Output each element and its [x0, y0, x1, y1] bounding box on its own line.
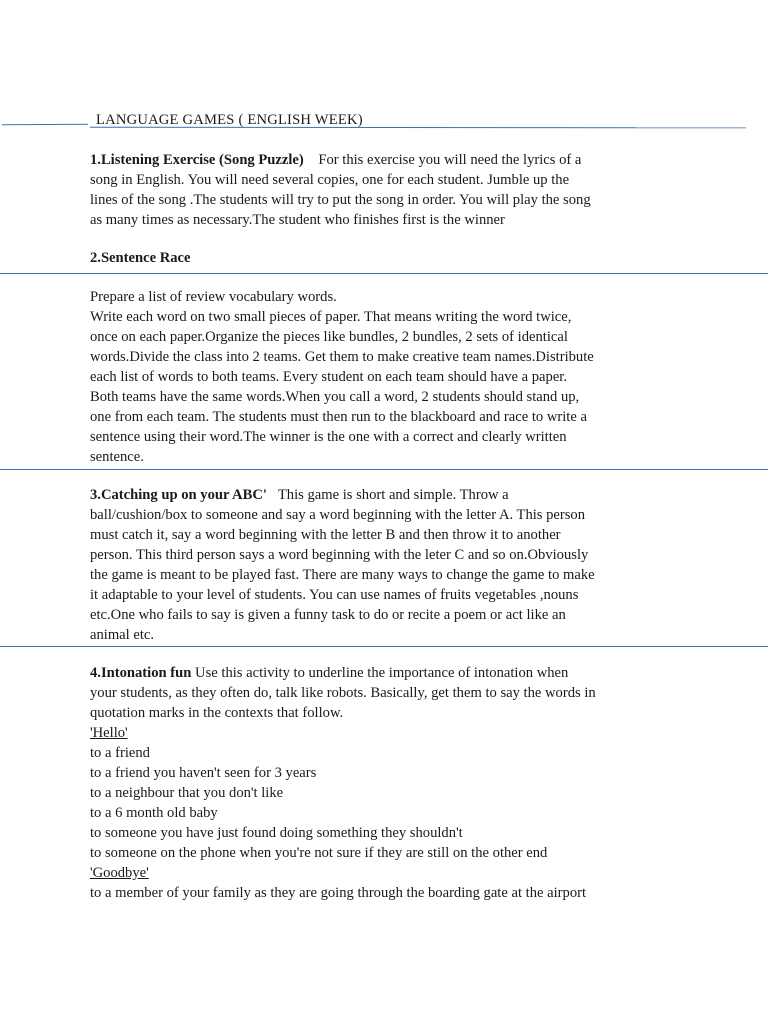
section-sentence-race: [90, 248, 690, 268]
list-item: to a neighbour that you don't like: [90, 785, 284, 801]
text-line: This game is short and simple. Throw a: [277, 487, 509, 503]
text-line: Use this activity to underline the importance of intonation when: [195, 665, 569, 681]
text-line: person. This third person says a word beginning with the leter C and so on.Obviously: [90, 547, 589, 563]
list-item: to a member of your family as they are going through the boarding gate at the airport: [90, 885, 587, 901]
section-listening-exercise: [90, 150, 690, 230]
text-line: must catch it, say a word beginning with the letter B and then throw it to another: [90, 527, 561, 543]
list-item: to a friend: [90, 745, 150, 761]
horizontal-rule: [2, 124, 88, 125]
list-item: to a friend you haven't seen for 3 years: [90, 765, 317, 781]
list-item: to someone on the phone when you're not sure if they are still on the other end: [90, 845, 548, 861]
text-line: sentence.: [90, 449, 144, 465]
text-line: each list of words to both teams. Every student on each team should have a paper.: [90, 369, 567, 385]
text-line: Both teams have the same words.When you call a word, 2 students should stand up,: [90, 389, 580, 405]
quoted-word-hello: [90, 723, 690, 743]
section-heading: 4.Intonation fun: [90, 665, 192, 681]
document-title: LANGUAGE GAMES ( ENGLISH WEEK): [96, 112, 363, 128]
quoted-word-goodbye: [90, 863, 690, 883]
paragraph-line: [90, 485, 690, 505]
text-line: lines of the song .The students will try to put the song in order. You will play the song: [90, 192, 591, 208]
text-line: animal etc.: [90, 627, 155, 643]
horizontal-rule: [0, 469, 768, 470]
text-line: ball/cushion/box to someone and say a word beginning with the letter A. This person: [90, 507, 586, 523]
paragraph-line: [90, 663, 690, 683]
text-line: one from each team. The students must then run to the blackboard and race to write a: [90, 409, 587, 425]
section-heading: 3.Catching up on your ABC': [90, 487, 267, 503]
text-line: your students, as they often do, talk like robots. Basically, get them to say the words in: [90, 685, 596, 701]
text-line: Prepare a list of review vocabulary words.: [90, 289, 337, 305]
text-line: the game is meant to be played fast. There are many ways to change the game to make: [90, 567, 595, 583]
text-line: it adaptable to your level of students. You can use names of fruits vegetables ,nouns: [90, 587, 579, 603]
text-line: quotation marks in the contexts that follow.: [90, 705, 344, 721]
text-line: Write each word on two small pieces of paper. That means writing the word twice,: [90, 309, 572, 325]
section-catching-up-abc: [90, 485, 690, 645]
horizontal-rule: [0, 646, 768, 647]
section-sentence-race-body: [90, 287, 690, 467]
quoted-word: 'Hello': [90, 725, 128, 741]
paragraph-line: [90, 150, 690, 170]
horizontal-rule: [0, 273, 768, 274]
text-line: song in English. You will need several copies, one for each student. Jumble up the: [90, 172, 570, 188]
quoted-word: 'Goodbye': [90, 865, 149, 881]
text-line: words.Divide the class into 2 teams. Get them to make creative team names.Distribute: [90, 349, 594, 365]
text-line: as many times as necessary.The student who finishes first is the winner: [90, 212, 505, 228]
section-heading: 1.Listening Exercise (Song Puzzle): [90, 152, 304, 168]
list-item: to a 6 month old baby: [90, 805, 218, 821]
text-line: sentence using their word.The winner is the one with a correct and clearly written: [90, 429, 567, 445]
list-item: to someone you have just found doing something they shouldn't: [90, 825, 463, 841]
section-heading: 2.Sentence Race: [90, 250, 191, 266]
text-line: etc.One who fails to say is given a funny task to do or recite a poem or act like an: [90, 607, 566, 623]
text-line: once on each paper.Organize the pieces like bundles, 2 bundles, 2 sets of identical: [90, 329, 568, 345]
text-line: For this exercise you will need the lyrics of a: [318, 152, 582, 168]
section-intonation-fun: [90, 663, 690, 903]
